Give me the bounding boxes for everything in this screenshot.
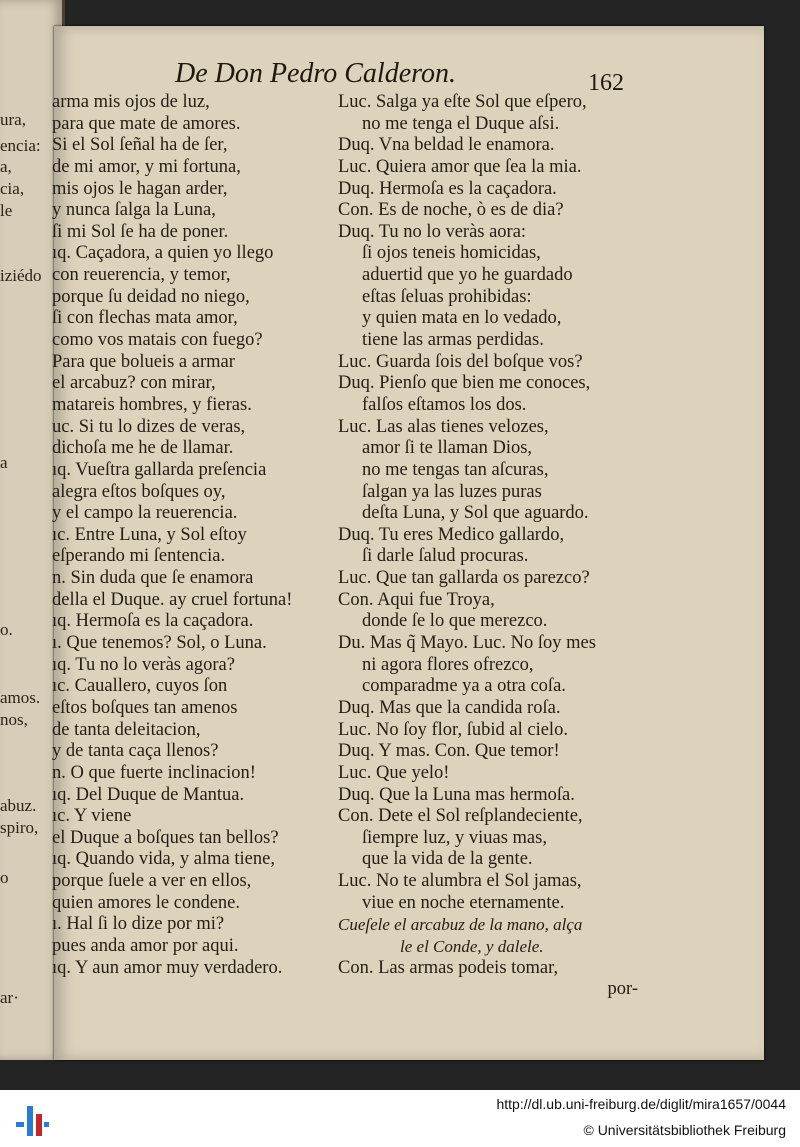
verse-line: Si el Sol ſeñal ha de ſer, bbox=[52, 135, 228, 156]
verse-line: n. Sin duda que ſe enamora bbox=[52, 568, 254, 589]
facing-page-fragment: amos. bbox=[0, 688, 41, 707]
verse-line: falſos eſtamos los dos. bbox=[362, 394, 527, 415]
verse-line: ıc. Cauallero, cuyos ſon bbox=[52, 676, 228, 697]
verse-line: ıq. Tu no lo veràs agora? bbox=[52, 654, 235, 675]
verse-line: Con. Es de noche, ò es de dia? bbox=[338, 200, 564, 221]
copyright-notice: © Universitätsbibliothek Freiburg bbox=[583, 1122, 786, 1138]
verse-line: porque ſuele a ver en ellos, bbox=[52, 871, 252, 892]
verse-line: Duq. Tu eres Medico gallardo, bbox=[338, 524, 565, 545]
facing-page-fragment: a, bbox=[0, 157, 12, 176]
facing-page-fragment: nos, bbox=[0, 710, 28, 729]
verse-line: el arcabuz? con mirar, bbox=[52, 373, 216, 394]
facing-page-fragment: cia, bbox=[0, 179, 25, 198]
verse-line: Luc. No te alumbra el Sol jamas, bbox=[338, 871, 582, 892]
verse-line: como vos matais con fuego? bbox=[52, 330, 263, 351]
verse-line: ıc. Entre Luna, y Sol eſtoy bbox=[52, 524, 247, 545]
verse-line: y nunca ſalga la Luna, bbox=[52, 200, 216, 221]
verse-line: ı. Que tenemos? Sol, o Luna. bbox=[52, 633, 267, 654]
verse-line: n. O que fuerte inclinacion! bbox=[52, 762, 256, 783]
verse-line: Luc. Las alas tienes velozes, bbox=[338, 416, 549, 437]
verse-line: Luc. Quiera amor que ſea la mia. bbox=[338, 156, 582, 177]
verse-line: ı. Hal ſi lo dize por mi? bbox=[52, 914, 225, 935]
verse-line: porque ſu deidad no niego, bbox=[52, 286, 250, 307]
verse-line: ıq. Vueſtra gallarda preſencia bbox=[52, 459, 267, 480]
facing-page-fragment: ura, bbox=[0, 110, 26, 129]
facing-page-fragment: iziédo bbox=[0, 266, 42, 285]
verse-line: el Duque a boſques tan bellos? bbox=[52, 827, 279, 848]
verse-line: Duq. Pienſo que bien me conoces, bbox=[338, 373, 591, 394]
verse-line: ıc. Y viene bbox=[52, 806, 132, 827]
verse-line: Duq. Que la Luna mas hermoſa. bbox=[338, 784, 575, 805]
verse-line: arma mis ojos de luz, bbox=[52, 92, 210, 112]
verse-line: que la vida de la gente. bbox=[362, 849, 533, 870]
verse-line: ıq. Del Duque de Mantua. bbox=[52, 784, 245, 805]
verse-line: della el Duque. ay cruel fortuna! bbox=[52, 589, 293, 610]
facing-page-fragment: a bbox=[0, 453, 8, 472]
verse-line: y quien mata en lo vedado, bbox=[362, 308, 562, 329]
verse-line: ıq. Y aun amor muy verdadero. bbox=[52, 957, 283, 978]
document-url[interactable]: http://dl.ub.uni-freiburg.de/diglit/mira1657/0044 bbox=[496, 1096, 786, 1112]
verse-line: ſiempre luz, y viuas mas, bbox=[362, 827, 547, 848]
library-logo-icon bbox=[14, 1100, 50, 1140]
verse-line: Cueſele el arcabuz de la mano, alça bbox=[338, 915, 583, 935]
facing-page-fragment: abuz. bbox=[0, 796, 37, 815]
verse-line: y de tanta caça llenos? bbox=[52, 741, 219, 762]
verse-line: quien amores le condene. bbox=[52, 892, 241, 913]
verse-line: eſtas ſeluas prohibidas: bbox=[362, 286, 532, 307]
verse-line: y el campo la reuerencia. bbox=[52, 503, 238, 524]
verse-line: eſperando mi ſentencia. bbox=[52, 546, 226, 567]
page-number: 162 bbox=[588, 70, 624, 96]
verse-line: eſtos boſques tan amenos bbox=[52, 697, 238, 718]
right-text-column bbox=[338, 92, 658, 1001]
verse-line: Duq. Tu no lo veràs aora: bbox=[338, 221, 527, 242]
facing-page-fragment: encia: bbox=[0, 136, 41, 155]
verse-line: no me tenga el Duque aſsi. bbox=[362, 113, 560, 134]
verse-line: deſta Luna, y Sol que aguardo. bbox=[362, 503, 589, 524]
verse-line: ni agora flores ofrezco, bbox=[362, 654, 534, 675]
verse-line: ſalgan ya las luzes puras bbox=[362, 481, 542, 502]
verse-line: ſi darle ſalud procuras. bbox=[362, 546, 529, 567]
verse-line: mis ojos le hagan arder, bbox=[52, 178, 228, 199]
verse-line: no me tengas tan aſcuras, bbox=[362, 459, 549, 480]
verse-line: pues anda amor por aqui. bbox=[52, 935, 239, 956]
verse-line: aduertid que yo he guardado bbox=[362, 265, 573, 286]
verse-line: de mi amor, y mi fortuna, bbox=[52, 156, 241, 177]
verse-line: Con. Las armas podeis tomar, bbox=[338, 957, 559, 978]
verse-line: Luc. Que tan gallarda os parezco? bbox=[338, 568, 590, 589]
verse-line: ıq. Caçadora, a quien yo llego bbox=[52, 243, 274, 264]
verse-line: alegra eſtos boſques oy, bbox=[52, 481, 226, 502]
verse-line: Con. Aqui fue Troya, bbox=[338, 589, 495, 610]
running-head: De Don Pedro Calderon. bbox=[175, 58, 456, 89]
verse-line: Luc. Guarda ſois del boſque vos? bbox=[338, 351, 583, 372]
verse-line: matareis hombres, y fieras. bbox=[52, 394, 252, 415]
facing-page-fragment: o bbox=[0, 868, 9, 887]
verse-line: Luc. Salga ya eſte Sol que eſpero, bbox=[338, 92, 587, 112]
verse-line: Luc. Que yelo! bbox=[338, 762, 450, 783]
verse-line: tiene las armas perdidas. bbox=[362, 330, 544, 351]
verse-line: Duq. Vna beldad le enamora. bbox=[338, 135, 555, 156]
verse-line: dichoſa me he de llamar. bbox=[52, 438, 234, 459]
verse-line: uc. Si tu lo dizes de veras, bbox=[52, 416, 246, 437]
verse-line: ſi con flechas mata amor, bbox=[52, 308, 238, 329]
verse-line: Con. Dete el Sol reſplandeciente, bbox=[338, 806, 583, 827]
verse-line: amor ſi te llaman Dios, bbox=[362, 438, 533, 459]
verse-line: ſi ojos teneis homicidas, bbox=[362, 243, 541, 264]
verse-line: Du. Mas q̃ Mayo. Luc. No ſoy mes bbox=[338, 633, 596, 654]
facing-page-fragment: spiro, bbox=[0, 818, 39, 837]
verse-line: Duq. Hermoſa es la caçadora. bbox=[338, 178, 557, 199]
verse-line: viue en noche eternamente. bbox=[362, 892, 565, 913]
verse-line: para que mate de amores. bbox=[52, 113, 241, 134]
verse-line: ıq. Quando vida, y alma tiene, bbox=[52, 849, 275, 870]
facing-page-fragment: ar· bbox=[0, 988, 19, 1007]
facing-page-fragment: le bbox=[0, 201, 13, 220]
verse-line: de tanta deleitacion, bbox=[52, 719, 201, 740]
verse-line: ıq. Hermoſa es la caçadora. bbox=[52, 611, 254, 632]
facing-page-fragment: o. bbox=[0, 620, 13, 639]
verse-line: Para que boluеis a armar bbox=[52, 351, 235, 372]
verse-line: donde ſe lo que merezco. bbox=[362, 611, 548, 632]
verse-line: Duq. Mas que la candida roſa. bbox=[338, 697, 561, 718]
verse-line: Duq. Y mas. Con. Que temor! bbox=[338, 741, 560, 762]
verse-line: por- bbox=[607, 979, 638, 1000]
verse-line: le el Conde, y dalele. bbox=[400, 936, 544, 956]
verse-line: comparadme ya a otra coſa. bbox=[362, 676, 566, 697]
verse-line: con reuerencia, y temor, bbox=[52, 265, 231, 286]
verse-line: Luc. No ſoy flor, ſubid al cielo. bbox=[338, 719, 568, 740]
verse-line: ſi mi Sol ſe ha de poner. bbox=[52, 221, 229, 242]
left-text-column bbox=[52, 92, 332, 979]
